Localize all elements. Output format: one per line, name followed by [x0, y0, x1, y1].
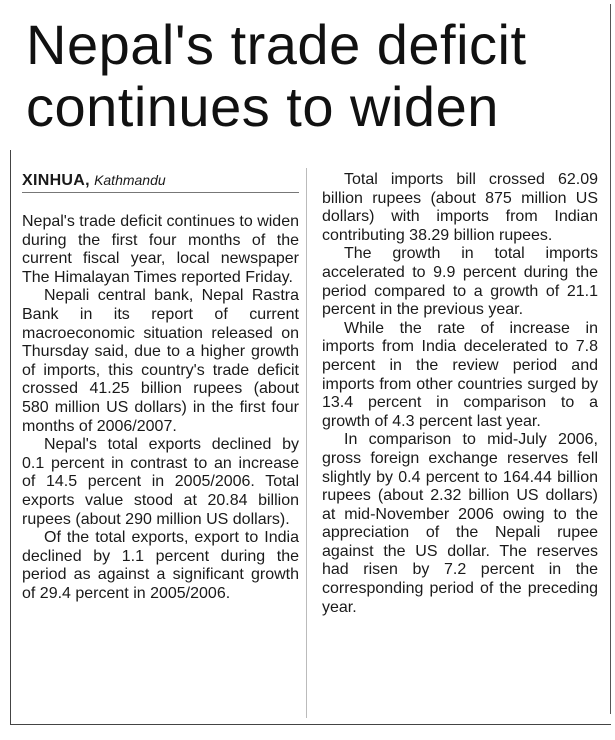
left-column	[22, 171, 299, 603]
right-column	[322, 171, 598, 617]
headline-line-1: Nepal's trade deficit	[26, 13, 527, 76]
byline-location: Kathmandu	[94, 172, 166, 188]
paragraph: Nepali central bank, Nepal Rastra Bank in its report of current macroeconomic situation released on Thursday said, due to a higher growth of imports, this country's trade deficit crossed 41.25 billion rupees (about 580 million US dollars) in the first four months of 2006/2007.	[22, 287, 299, 435]
paragraph: The growth in total imports accelerated to 9.9 percent during the period compared to a growth of 21.1 percent in the previous year.	[322, 245, 598, 319]
paragraph: Nepal's trade deficit continues to widen during the first four months of the current fiscal year, local newspaper The Himalayan Times reported Friday.	[22, 213, 299, 286]
byline	[22, 171, 299, 193]
left-border-rule	[10, 150, 11, 725]
column-divider	[306, 168, 307, 718]
byline-agency: XINHUA,	[22, 172, 90, 189]
paragraph: Total imports bill crossed 62.09 billion rupees (about 875 million US dollars) with imports from Indian contributing 38.29 billion rupees.	[322, 171, 598, 244]
right-border-rule	[610, 4, 611, 714]
paragraph: While the rate of increase in imports from India decelerated to 7.8 percent in the review period and imports from other countries surged by 13.4 percent in comparison to a growth of 4.3 percent last year.	[322, 319, 598, 430]
article-headline	[26, 14, 601, 138]
paragraph: In comparison to mid-July 2006, gross foreign exchange reserves fell slightly by 0.4 percent to 164.44 billion rupees (about 2.32 billion US dollars) at mid-November 2006 owing to the appreciation of the Nepali rupee against the US dollar. The reserves had risen by 7.2 percent in the corresponding period of the preceding year.	[322, 431, 598, 616]
headline-line-2: continues to widen	[26, 75, 499, 138]
bottom-border-rule	[10, 724, 611, 725]
paragraph: Of the total exports, export to India declined by 1.1 percent during the period as against a significant growth of 29.4 percent in 2005/2006.	[22, 529, 299, 602]
paragraph: Nepal's total exports declined by 0.1 percent in contrast to an increase of 14.5 percent in 2005/2006. Total exports value stood at 20.84 billion rupees (about 290 million US dollars).	[22, 436, 299, 528]
